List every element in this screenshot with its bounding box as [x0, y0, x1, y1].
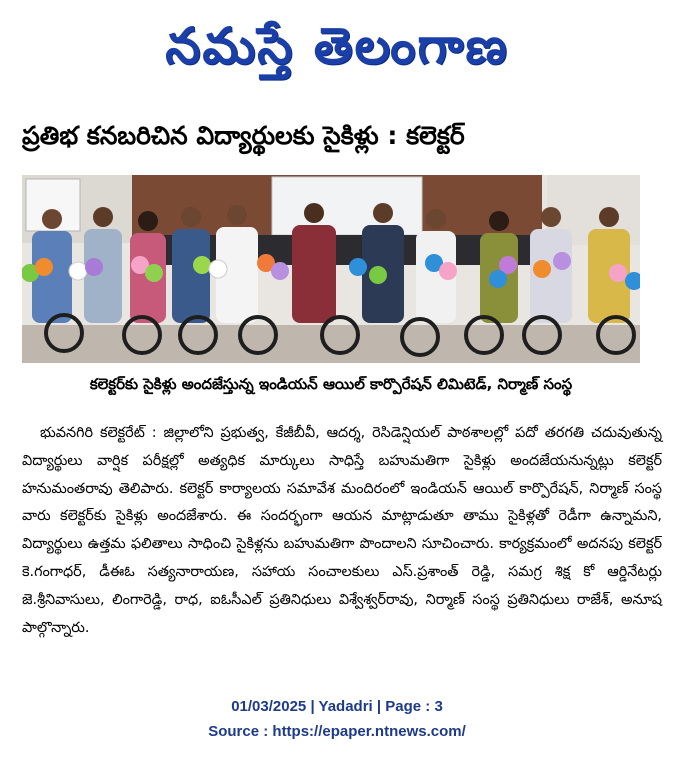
photo-caption: కలెక్టర్‌కు సైకిళ్లు అందజేస్తున్న ఇండియన్ ఆయిల్ కార్పొరేషన్ లిమిటెడ్, నిర్మాణ్ సంస్థ: [89, 375, 573, 393]
newspaper-masthead: నమస్తే తెలంగాణ: [165, 16, 509, 75]
news-photo: [22, 175, 640, 363]
bicycle-handover-photo: [22, 175, 640, 363]
source-footer: Source : https://epaper.ntnews.com/: [208, 723, 466, 740]
article-headline: ప్రతిభ కనబరిచిన విద్యార్థులకు సైకిళ్లు : కలెక్టర్: [22, 121, 465, 150]
article-paragraph: భువనగిరి కలెక్టరేట్ : జిల్లాలోని ప్రభుత్వ, కేజీబీవీ, ఆదర్శ, రెసిడెన్షియల్ పాఠశాలల్లో పదో తరగతి చదువుతున్న విద్యార్థులు వార్షిక పరీక్షల్లో అత్యధిక మార్కులు సాధిస్తే బహుమతిగా సైకిళ్లు అందజేయనున్నట్లు కలెక్టర్ హనుమంతరావు తెలిపారు. కలెక్టర్ కార్యాలయ సమావేశ మందిరంలో ఇండియన్ ఆయిల్ కార్పొరేషన్, నిర్మాణ్ సంస్థ వారు కలెక్టర్‌కు సైకిళ్లు అందజేశారు. ఈ సందర్భంగా ఆయన మాట్లాడుతూ తాము సైకిళ్లతో రెడీగా ఉన్నామని, విద్యార్థులు ఉత్తమ ఫలితాలు సాధించి సైకిళ్లను బహుమతిగా పొందాలని సూచించారు. కార్యక్రమంలో అదనపు కలెక్టర్ కె.గంగాధర్, డీఈఓ సత్యనారాయణ, సహాయ సంచాలకులు ఎస్.ప్రశాంత్ రెడ్డి, సమగ్ర శిక్ష కో ఆర్డినేటర్లు జె.శ్రీనివాసులు, లింగారెడ్డి, రాధ, ఐఓసీఎల్ ప్రతినిధులు విశ్వేశ్వర్‌రావు, నిర్మాణ్ సంస్థ ప్రతినిధులు రాజేశ్, అనూష పాల్గొన్నారు.: [22, 425, 662, 636]
article-body: [22, 420, 662, 642]
dateline-footer: 01/03/2025 | Yadadri | Page : 3: [231, 698, 443, 715]
